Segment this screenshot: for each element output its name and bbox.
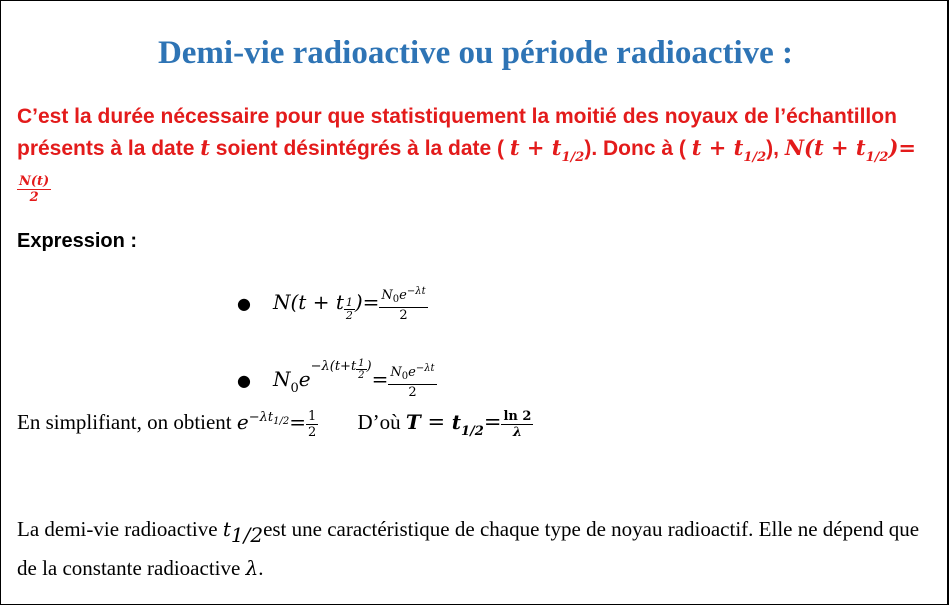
definition-paragraph xyxy=(17,101,932,205)
simplify-exp xyxy=(249,410,289,425)
period-ln-num: ln 2 xyxy=(503,408,532,424)
simplify-e: e xyxy=(236,410,249,434)
para-t-sub: 1/2 xyxy=(230,523,264,547)
period-eq2: = xyxy=(483,410,502,434)
period-T: T xyxy=(405,410,421,434)
definition-t: t xyxy=(200,135,210,160)
b2-exp-sub-num: 1 xyxy=(358,358,365,369)
b2-num xyxy=(388,361,436,385)
simplify-fraction xyxy=(306,409,318,440)
b1-den: 2 xyxy=(399,308,408,323)
b2-num-zero: 0 xyxy=(401,371,409,382)
expression-heading: Expression : xyxy=(17,230,138,252)
definition-fraction xyxy=(17,174,51,205)
b2-base: N xyxy=(273,367,291,391)
b2-num-e: e xyxy=(408,365,416,380)
b1-num-base: N xyxy=(381,288,393,303)
period-T-eq: = xyxy=(420,410,452,434)
b2-fraction xyxy=(388,361,436,400)
b2-num-base: N xyxy=(390,365,402,380)
b1-num-exp: −λt xyxy=(406,286,426,297)
definition-text-1: C’est la durée nécessaire pour que statistiquement la moitié des noyaux de l’échantillon présents à la date xyxy=(17,105,897,160)
b2-zero: 0 xyxy=(290,381,299,396)
definition-eq: )= xyxy=(888,135,916,160)
b1-lhs: N(t + t xyxy=(273,290,344,314)
simplify-frac-num: 1 xyxy=(307,408,317,424)
definition-half-sub-3: 1/2 xyxy=(865,150,889,165)
definition-text-2: soient désintégrés à la date ( xyxy=(209,137,510,160)
definition-half-sub-2: 1/2 xyxy=(743,150,767,165)
simplify-exp-sub: 1/2 xyxy=(273,416,290,427)
para-text-2: est une caractéristique de chaque type de noyau radioactif. Elle ne dépend que de la constante radioactive xyxy=(17,517,920,580)
b1-num-e: e xyxy=(399,288,407,303)
b2-exp-text: −λ(t+t xyxy=(310,359,357,374)
b2-eq: = xyxy=(371,367,389,391)
b2-exp-close: ) xyxy=(366,359,372,374)
para-text-1: La demi-vie radioactive xyxy=(17,517,223,541)
b1-close: )= xyxy=(354,290,380,314)
b2-den: 2 xyxy=(408,385,417,400)
period-t: t xyxy=(451,410,462,434)
simplify-frac-den: 2 xyxy=(307,424,317,440)
definition-text-4: ), xyxy=(766,137,785,160)
para-text-3: . xyxy=(258,556,264,580)
b1-num-zero: 0 xyxy=(392,294,400,305)
page-title: Demi-vie radioactive ou période radioactive : xyxy=(157,35,794,71)
definition-expr-N: N(t + t xyxy=(784,135,866,160)
b2-exp-sub-frac xyxy=(356,358,366,381)
period-fraction xyxy=(501,409,533,440)
definition-half-sub-1: 1/2 xyxy=(561,150,585,165)
b1-sub-den: 2 xyxy=(345,309,353,322)
definition-frac-num: N(t) xyxy=(19,173,50,189)
b2-exp-sub-den: 2 xyxy=(358,370,365,381)
bullet-item-2 xyxy=(237,353,437,403)
definition-frac-den: 2 xyxy=(29,189,39,205)
b2-num-exp: −λt xyxy=(415,363,435,374)
b1-sub-num: 1 xyxy=(345,296,353,309)
conclusion-paragraph xyxy=(17,513,932,585)
b2-e: e xyxy=(298,367,311,391)
bullet-icon: ● xyxy=(237,294,251,313)
simplify-line xyxy=(17,403,533,447)
bullet-item-1 xyxy=(237,284,428,323)
definition-text-3: ). Donc à ( xyxy=(584,137,692,160)
bullet-icon: ● xyxy=(237,371,251,390)
period-ln-den: λ xyxy=(512,424,523,440)
definition-expr-1: t + t xyxy=(509,135,562,160)
simplify-text: En simplifiant, on obtient xyxy=(17,410,237,434)
definition-expr-2: t + t xyxy=(691,135,744,160)
para-lambda: λ xyxy=(245,556,259,580)
b1-fraction xyxy=(379,284,427,323)
b2-exp xyxy=(310,358,372,381)
b1-num xyxy=(379,284,427,308)
simplify-exp-text: −λt xyxy=(248,410,274,425)
para-t: t xyxy=(222,517,231,541)
simplify-eq: = xyxy=(289,410,306,434)
period-t-sub: 1/2 xyxy=(461,424,484,439)
b1-sub-frac xyxy=(344,297,355,322)
dou-text: D’où xyxy=(357,410,406,434)
